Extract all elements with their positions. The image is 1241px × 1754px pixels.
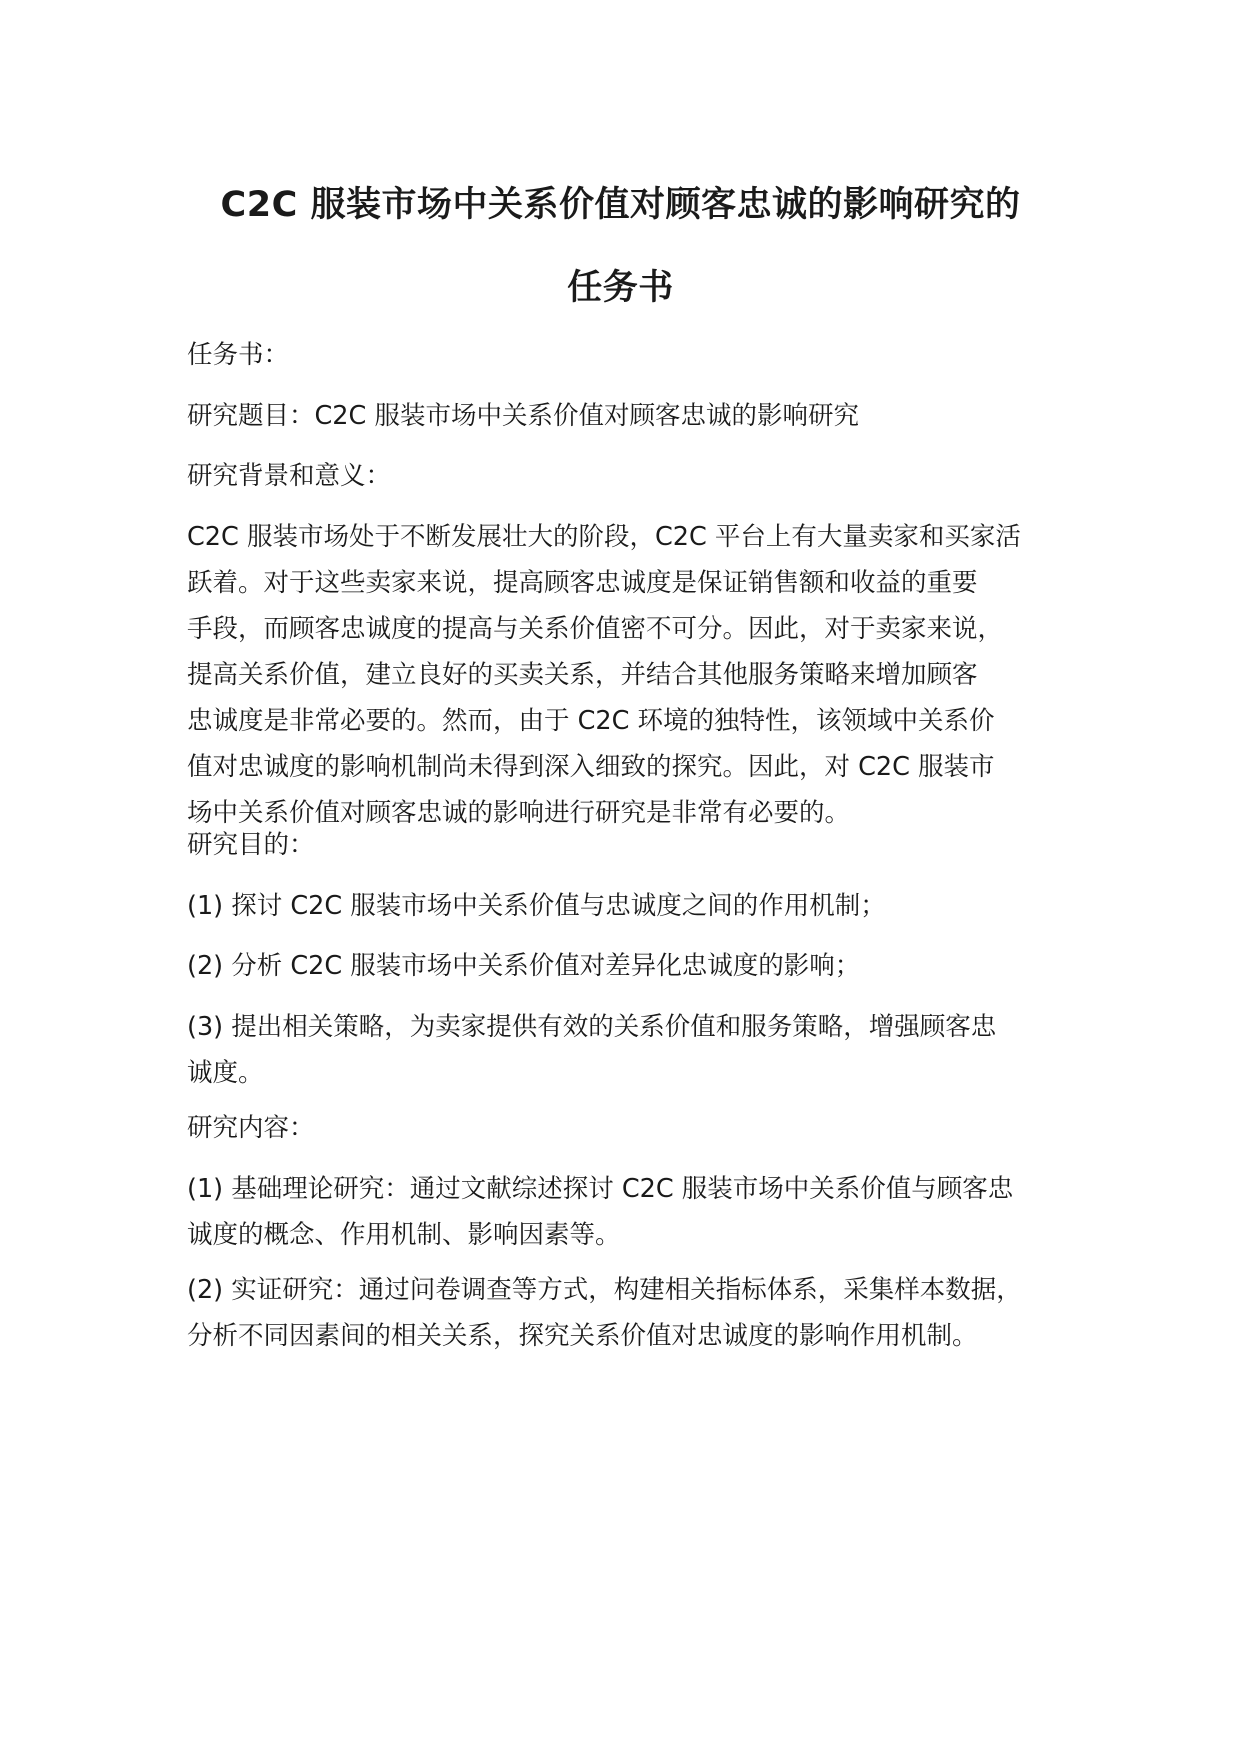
background-line: 提高关系价值，建立良好的买卖关系，并结合其他服务策略来增加顾客 bbox=[187, 660, 978, 690]
purpose-item-3 bbox=[187, 1004, 1092, 1096]
content-item-2-line: (2) 实证研究：通过问卷调查等方式，构建相关指标体系，采集样本数据， bbox=[187, 1275, 1022, 1305]
content-item-1-line: (1) 基础理论研究：通过文献综述探讨 C2C 服装市场中关系价值与顾客忠 bbox=[187, 1174, 1014, 1204]
purpose-heading bbox=[187, 822, 1092, 868]
content-item-1 bbox=[187, 1166, 1092, 1258]
purpose-item-3-line: (3) 提出相关策略，为卖家提供有效的关系价值和服务策略，增强顾客忠 bbox=[187, 1012, 997, 1042]
task-label-text: 任务书： bbox=[187, 340, 290, 370]
background-line: 忠诚度是非常必要的。然而，由于 C2C 环境的独特性，该领域中关系价 bbox=[187, 706, 995, 736]
background-line: 手段，而顾客忠诚度的提高与关系价值密不可分。因此，对于卖家来说， bbox=[187, 614, 1004, 644]
background-heading bbox=[187, 453, 1092, 499]
purpose-item-1 bbox=[187, 883, 1092, 929]
task-label bbox=[187, 332, 1092, 378]
content-heading-text: 研究内容： bbox=[187, 1113, 315, 1143]
purpose-item-2 bbox=[187, 943, 1092, 989]
purpose-heading-text: 研究目的： bbox=[187, 830, 315, 860]
research-topic-text: 研究题目：C2C 服装市场中关系价值对顾客忠诚的影响研究 bbox=[187, 401, 859, 431]
research-topic bbox=[187, 393, 1092, 439]
background-heading-text: 研究背景和意义： bbox=[187, 461, 392, 491]
purpose-item-1-text: (1) 探讨 C2C 服装市场中关系价值与忠诚度之间的作用机制； bbox=[187, 891, 886, 921]
background-line: 跃着。对于这些卖家来说，提高顾客忠诚度是保证销售额和收益的重要 bbox=[187, 568, 978, 598]
background-paragraph bbox=[187, 514, 1092, 836]
document-title-line-1: C2C 服装市场中关系价值对顾客忠诚的影响研究的 bbox=[220, 185, 1021, 225]
content-heading bbox=[187, 1105, 1092, 1151]
content-item-2 bbox=[187, 1267, 1092, 1359]
purpose-item-2-text: (2) 分析 C2C 服装市场中关系价值对差异化忠诚度的影响； bbox=[187, 951, 861, 981]
background-line: 场中关系价值对顾客忠诚的影响进行研究是非常有必要的。 bbox=[187, 798, 851, 828]
background-line: C2C 服装市场处于不断发展壮大的阶段，C2C 平台上有大量卖家和买家活 bbox=[187, 522, 1021, 552]
purpose-item-3-line: 诚度。 bbox=[187, 1058, 264, 1088]
content-item-1-line: 诚度的概念、作用机制、影响因素等。 bbox=[187, 1220, 621, 1250]
background-line: 值对忠诚度的影响机制尚未得到深入细致的探究。因此，对 C2C 服装市 bbox=[187, 752, 995, 782]
document-title-line-2: 任务书 bbox=[567, 268, 674, 308]
content-item-2-line: 分析不同因素间的相关关系，探究关系价值对忠诚度的影响作用机制。 bbox=[187, 1321, 978, 1351]
